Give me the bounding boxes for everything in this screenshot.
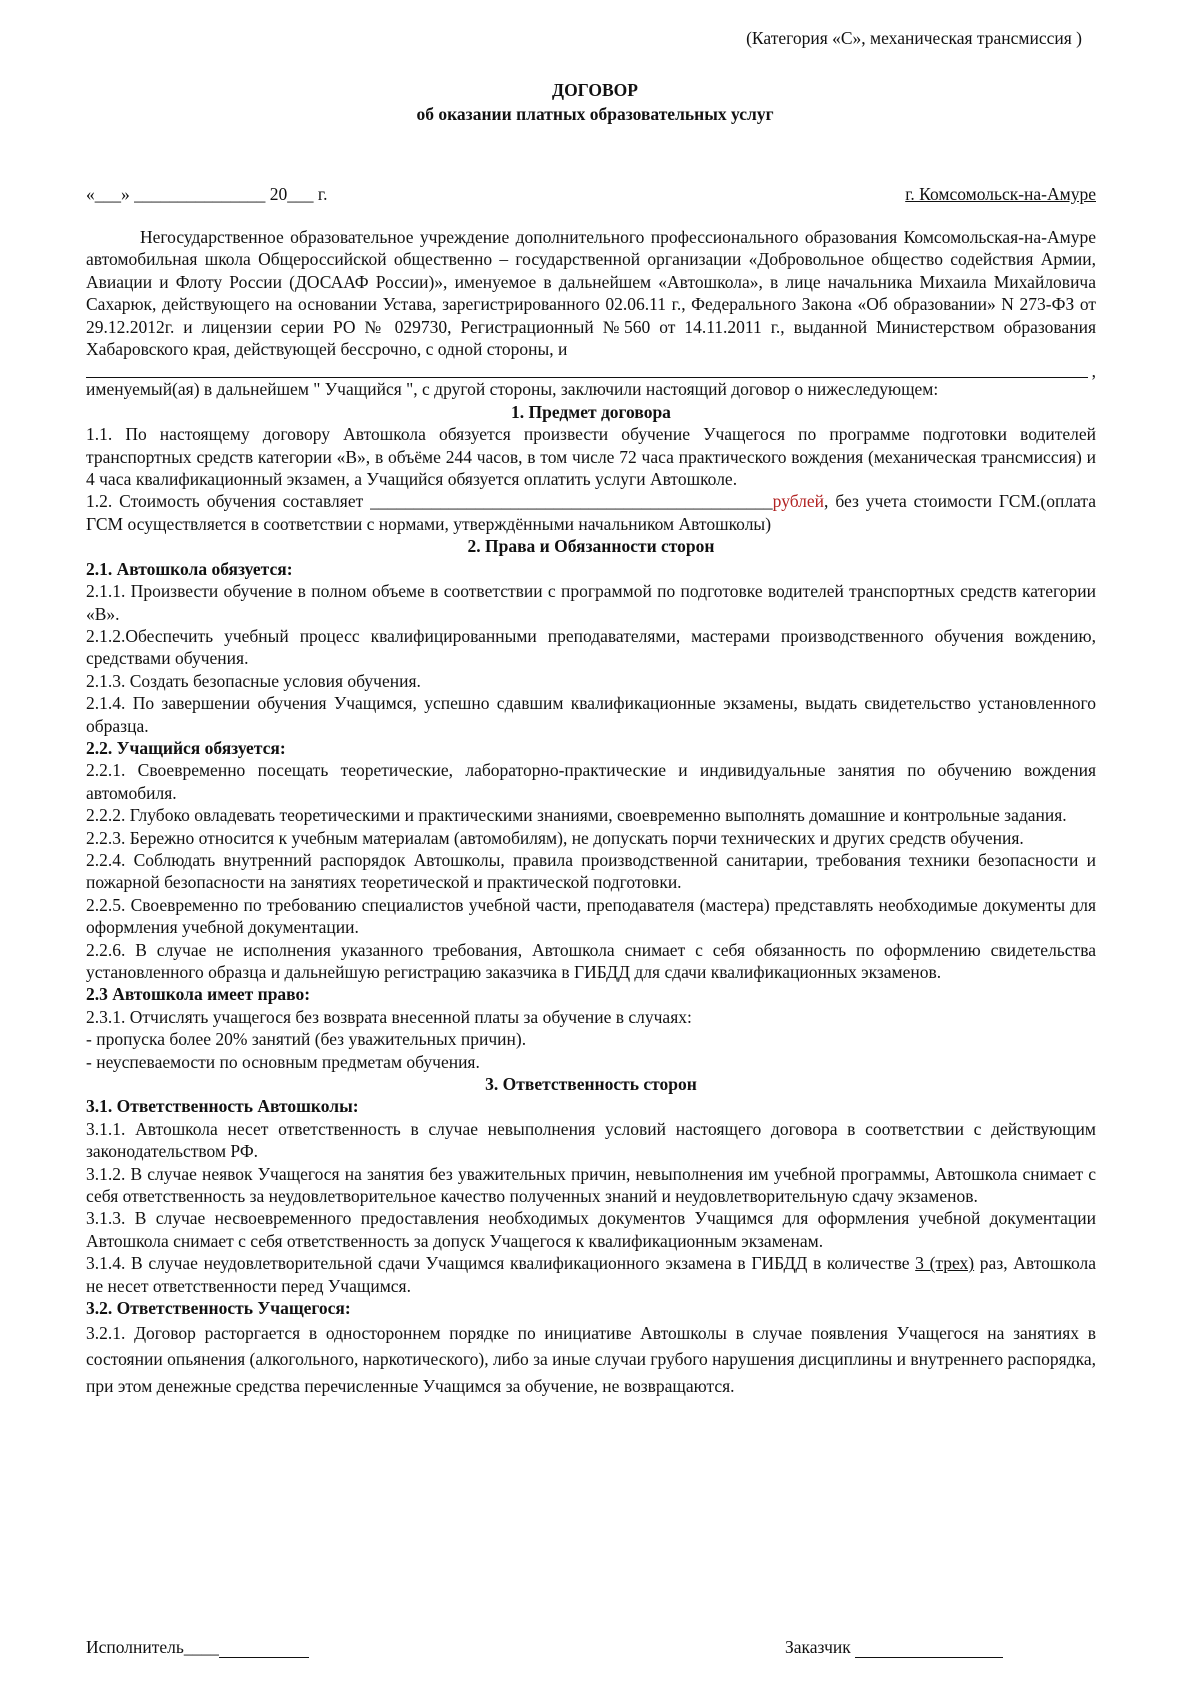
date-blank: «___» _______________ 20___ г.: [86, 184, 328, 204]
clause-1-2-end: , без учета стоимости ГСМ.(оплата ГСМ осуществляется в соответствии с нормами, утверждёнными начальником Автошколы): [86, 491, 1097, 534]
clause-2-2-1: 2.2.1. Своевременно посещать теоретические, лабораторно-практические и индивидуальные занятия по обучению вождения автомобиля.: [86, 760, 1096, 803]
category-note: (Категория «С», механическая трансмиссия ): [746, 28, 1082, 48]
party-name-blank: [86, 360, 1096, 382]
clause-2-2-5: 2.2.5. Своевременно по требованию специалистов учебной части, преподавателя (мастера) представлять необходимые документы для оформления учебной документации.: [86, 894, 1096, 938]
subsection-2-2-heading: 2.2. Учащийся обязуется:: [86, 737, 286, 758]
customer-signature: [785, 1637, 1003, 1658]
clause-2-3-item-b: - неуспеваемости по основным предметам обучения.: [86, 1051, 480, 1072]
subsection-2-1-heading: 2.1. Автошкола обязуется:: [86, 558, 293, 579]
executor-signature: [86, 1637, 309, 1658]
clause-2-1-4: 2.1.4. По завершении обучения Учащимся, успешно сдавшим квалификационные экзамены, выдать свидетельство установленного образца.: [86, 693, 1096, 736]
section-3-heading: 3. Ответственность сторон: [485, 1074, 697, 1095]
clause-3-1-1: 3.1.1. Автошкола несет ответственность в случае невыполнения условий настоящего договора в соответствии с действующим законодательством РФ.: [86, 1118, 1096, 1162]
clause-2-2-2: 2.2.2. Глубоко овладевать теоретическими и практическими знаниями, своевременно выполнять домашние и контрольные задания.: [86, 805, 1067, 826]
executor-label: Исполнитель____: [86, 1637, 219, 1657]
clause-3-1-2: 3.1.2. В случае неявок Учащегося на занятия без уважительных причин, невыполнения им учебной программы, Автошкола снимает с себя ответственность за неудовлетворительное качество полученных знаний и неудовлетворительную сдачу экзаменов.: [86, 1163, 1096, 1207]
clause-2-2-6: 2.2.6. В случае не исполнения указанного требования, Автошкола снимает с себя обязанность по оформлению свидетельства установленного образца и дальнейшую регистрацию заказчика в ГИБДД для сдачи квалификационных экзаменов.: [86, 939, 1096, 982]
clause-3-1-4-end: раз, Автошкола не несет ответственности перед Учащимся.: [86, 1253, 1096, 1296]
clause-2-1-2: 2.1.2.Обеспечить учебный процесс квалифицированными преподавателями, мастерами производственного обучения вождению, средствами обучения.: [86, 625, 1096, 669]
clause-3-1-4: [86, 1252, 1096, 1297]
subsection-2-3-heading: 2.3 Автошкола имеет право:: [86, 984, 311, 1005]
clause-2-3-1: 2.3.1. Отчислять учащегося без возврата внесенной платы за обучение в случаях:: [86, 1006, 692, 1027]
customer-signature-line: [855, 1639, 1003, 1658]
document-subtitle: об оказании платных образовательных услуг: [416, 104, 774, 124]
contract-body: [86, 226, 1096, 1399]
clause-1-1: 1.1. По настоящему договору Автошкола обязуется произвести обучение Учащегося по программе подготовки водителей транспортных средств категории «В», в объёме 244 часов, в том числе 72 часа практического вождения (механическая трансмиссия) и 4 часа квалификационный экзамен, а Учащийся обязуется оплатить услуги Автошколе.: [86, 424, 1096, 490]
clause-2-1-1: 2.1.1. Произвести обучение в полном объеме в соответствии с программой по подготовке водителей транспортных средств категории «В».: [86, 581, 1096, 624]
clause-2-1-3: 2.1.3. Создать безопасные условия обучения.: [86, 670, 421, 691]
section-1-heading: 1. Предмет договора: [511, 401, 671, 422]
exam-count: 3 (трех): [915, 1253, 975, 1274]
subsection-3-1-heading: 3.1. Ответственность Автошколы:: [86, 1096, 359, 1117]
blank-comma: ,: [1091, 361, 1096, 382]
clause-2-2-4: 2.2.4. Соблюдать внутренний распорядок Автошколы, правила производственной санитарии, требования техники безопасности и пожарной безопасности на занятиях теоретической и практической подготовки.: [86, 849, 1096, 893]
clause-3-2-1: 3.2.1. Договор расторгается в одностороннем порядке по инициативе Автошколы в случае появления Учащегося на занятиях в состоянии опьянения (алкогольного, наркотического), либо за иные случаи грубого нарушения дисциплины и внутреннего распорядка, при этом денежные средства перечисленные Учащимся за обучение, не возвращаются.: [86, 1322, 1096, 1396]
executor-signature-line: [219, 1639, 309, 1658]
preamble-paragraph-2: именуемый(ая) в дальнейшем " Учащийся ", с другой стороны, заключили настоящий договор о нижеследующем:: [86, 379, 939, 400]
clause-3-1-4-start: 3.1.4. В случае неудовлетворительной сдачи Учащимся квалификационного экзамена в ГИБДД в количестве: [86, 1253, 916, 1274]
section-2-heading: 2. Права и Обязанности сторон: [467, 536, 715, 557]
clause-2-3-item-a: - пропуска более 20% занятий (без уважительных причин).: [86, 1029, 527, 1050]
subsection-3-2-heading: 3.2. Ответственность Учащегося:: [86, 1298, 351, 1319]
customer-label: Заказчик: [785, 1637, 856, 1657]
clause-3-1-3: 3.1.3. В случае несвоевременного предоставления необходимых документов Учащимся для оформления учебной документации Автошкола снимает с себя ответственность за допуск Учащегося к квалификационным экзаменам.: [86, 1208, 1096, 1251]
city: г. Комсомольск-на-Амуре: [905, 184, 1096, 204]
clause-1-2-start: 1.2. Стоимость обучения составляет ______________________________________________: [86, 491, 773, 512]
document-title: ДОГОВОР: [552, 80, 638, 100]
clause-2-2-3: 2.2.3. Бережно относится к учебным материалам (автомобилям), не допускать порчи технических и других средств обучения.: [86, 827, 1024, 848]
preamble-paragraph: Негосударственное образовательное учреждение дополнительного профессионального образования Комсомольская-на-Амуре автомобильная школа Общероссийской общественно – государственной организации «Добровольное общество содействия Армии, Авиации и Флоту России (ДОСААФ России)», именуемое в дальнейшем «Автошкола», в лице начальника Михаила Михайловича Сахарюк, действующего на основании Устава, зарегистрированного 02.06.11 г., Федерального Закона «Об образовании» N 273-ФЗ от 29.12.2012г. и лицензии серии РО № 029730, Регистрационный №560 от 14.11.2011 г., выданной Министерством образования Хабаровского края, действующей бессрочно, с одной стороны, и: [86, 227, 1096, 360]
rubles-word: рублей: [772, 491, 825, 512]
clause-1-2: [86, 490, 1096, 535]
